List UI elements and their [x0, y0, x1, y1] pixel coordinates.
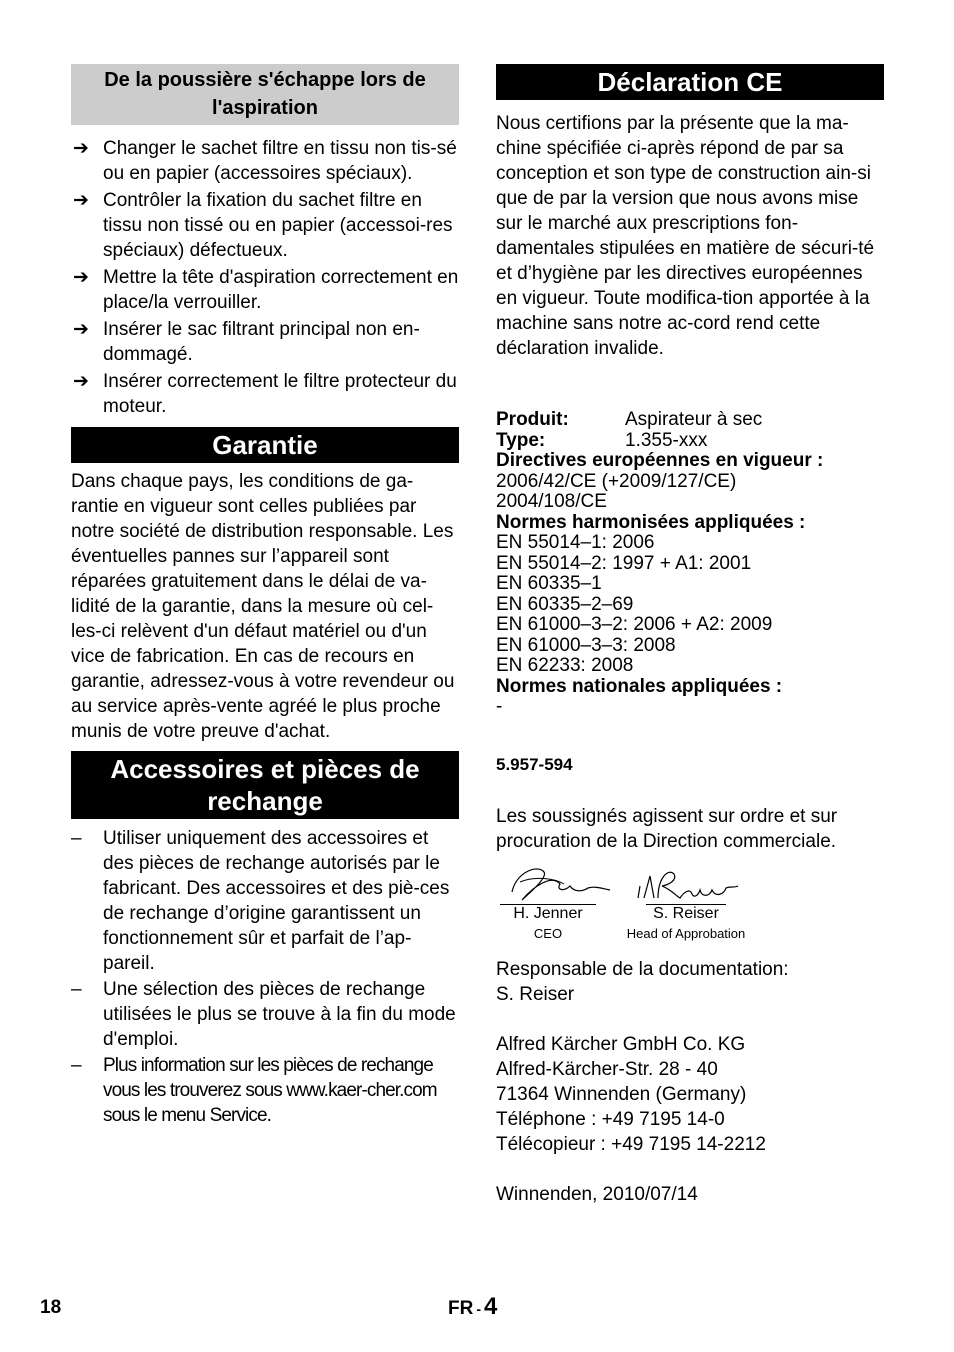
- national-label: Normes nationales appliquées :: [496, 675, 783, 697]
- standard-item: EN 60335–1: [496, 573, 602, 594]
- arrow-bullet-icon: ➔: [73, 267, 89, 288]
- warranty-text: Dans chaque pays, les conditions de ga-rantie en vigueur sont celles publiées par notre société de distribution responsable. Les éventuelles pannes sur l’appareil sont réparées gratuitement dans le délai de va-lidité de la garantie, dans la mesure où cel-les-ci relèvent d'un défaut matériel ou d'un vice de fabrication. En cas de recours en garantie, adressez-vous à votre revendeur ou au service après-vente agréé le plus proche munis de votre preuve d'achat.: [71, 471, 455, 742]
- section-marker: FR - 4: [448, 1293, 498, 1320]
- signer-role: Head of Approbation: [626, 925, 746, 941]
- signature-reiser: [626, 868, 746, 942]
- standard-item: EN 55014–2: 1997 + A1: 2001: [496, 552, 752, 574]
- standard-item: EN 62233: 2008: [496, 655, 634, 676]
- directives-label: Directives européennes en vigueur :: [496, 450, 824, 471]
- type-row: Type: 1.355-xxx: [496, 429, 708, 451]
- documentation-responsible: Responsable de la documentation: S. Reiser: [496, 958, 789, 1005]
- handwritten-signature-reiser: [632, 864, 742, 908]
- arrow-bullet-icon: ➔: [73, 371, 89, 392]
- list-item: ➔ Insérer le sac filtrant principal non en-dommagé.: [73, 319, 420, 365]
- dash-bullet: –: [71, 1055, 82, 1076]
- declaration-heading: Déclaration CE: [496, 64, 884, 100]
- accessories-heading: Accessoires et pièces de rechange: [71, 751, 459, 819]
- troubleshoot-heading: De la poussière s'échappe lors de l'aspiration: [71, 64, 459, 125]
- signer-name: S. Reiser: [653, 904, 719, 922]
- signature-jenner: [500, 868, 596, 942]
- signatories-text: Les soussignés agissent sur ordre et sur procuration de la Direction commerciale.: [496, 805, 838, 852]
- troubleshoot-list: [71, 136, 459, 419]
- signatures: [496, 868, 884, 954]
- signer-name: H. Jenner: [513, 904, 583, 922]
- national-value: -: [496, 696, 503, 717]
- left-column: [71, 64, 459, 1129]
- declaration-text: Nous certifions par la présente que la ma-chine spécifiée ci-après répond de par sa conception et son type de construction ain-si que de par la version que nous avons mise sur le marché aux prescriptions fon-damentales stipulées en matière de sécuri-té et d’hygiène par les directives européennes en vigueur. Toute modifica-tion apportée à la machine sans notre ac-cord rend cette déclaration invalide.: [496, 113, 875, 359]
- standard-item: EN 61000–3–3: 2008: [496, 634, 676, 656]
- dash-bullet: –: [71, 979, 82, 1000]
- accessories-list: [71, 826, 459, 1128]
- signer-role: CEO: [533, 925, 563, 941]
- company-address: Alfred Kärcher GmbH Co. KG Alfred-Kärcher-Str. 28 - 40 71364 Winnenden (Germany) Téléphone : +49 7195 14-0 Télécopieur : +49 7195 14-2212: [496, 1033, 766, 1155]
- arrow-bullet-icon: ➔: [73, 138, 89, 159]
- arrow-bullet-icon: ➔: [73, 319, 89, 340]
- page-number: 18: [40, 1297, 62, 1318]
- place-date: Winnenden, 2010/07/14: [496, 1183, 698, 1205]
- list-item: – Une sélection des pièces de rechange utilisées le plus se trouve à la fin du mode d'emploi.: [71, 979, 456, 1050]
- standard-item: EN 61000–3–2: 2006 + A2: 2009: [496, 614, 773, 635]
- product-specs: [496, 410, 884, 718]
- list-item: ➔ Insérer correctement le filtre protecteur du moteur.: [73, 371, 457, 417]
- handwritten-signature-jenner: [494, 862, 614, 910]
- document-number: 5.957-594: [496, 754, 573, 774]
- standard-item: EN 60335–2–69: [496, 593, 634, 615]
- harmonized-label: Normes harmonisées appliquées :: [496, 511, 806, 533]
- standard-item: EN 55014–1: 2006: [496, 532, 655, 553]
- right-column: [496, 64, 884, 1207]
- list-item: ➔ Changer le sachet filtre en tissu non tis-sé ou en papier (accessoires spéciaux).: [73, 138, 457, 184]
- warranty-heading: Garantie: [71, 427, 459, 463]
- directive-item: 2006/42/CE (+2009/127/CE): [496, 470, 737, 492]
- list-item: – Utiliser uniquement des accessoires et des pièces de rechange autorisés par le fabricant. Des accessoires et des piè-ces de rechange d’origine garantissent un fonctionnement sûr et parfait de l’ap-pareil.: [71, 828, 450, 974]
- product-row: Produit: Aspirateur à sec: [496, 409, 763, 430]
- list-item: ➔ Contrôler la fixation du sachet filtre en tissu non tissé ou en papier (accessoi-res spéciaux) défectueux.: [73, 190, 453, 261]
- list-item: ➔ Mettre la tête d'aspiration correctement en place/la verrouiller.: [73, 267, 459, 313]
- arrow-bullet-icon: ➔: [73, 190, 89, 211]
- dash-bullet: –: [71, 828, 82, 849]
- list-item: – Plus information sur les pièces de rechange vous les trouverez sous www.kaer-cher.com sous le menu Service.: [71, 1055, 437, 1126]
- directive-item: 2004/108/CE: [496, 491, 607, 512]
